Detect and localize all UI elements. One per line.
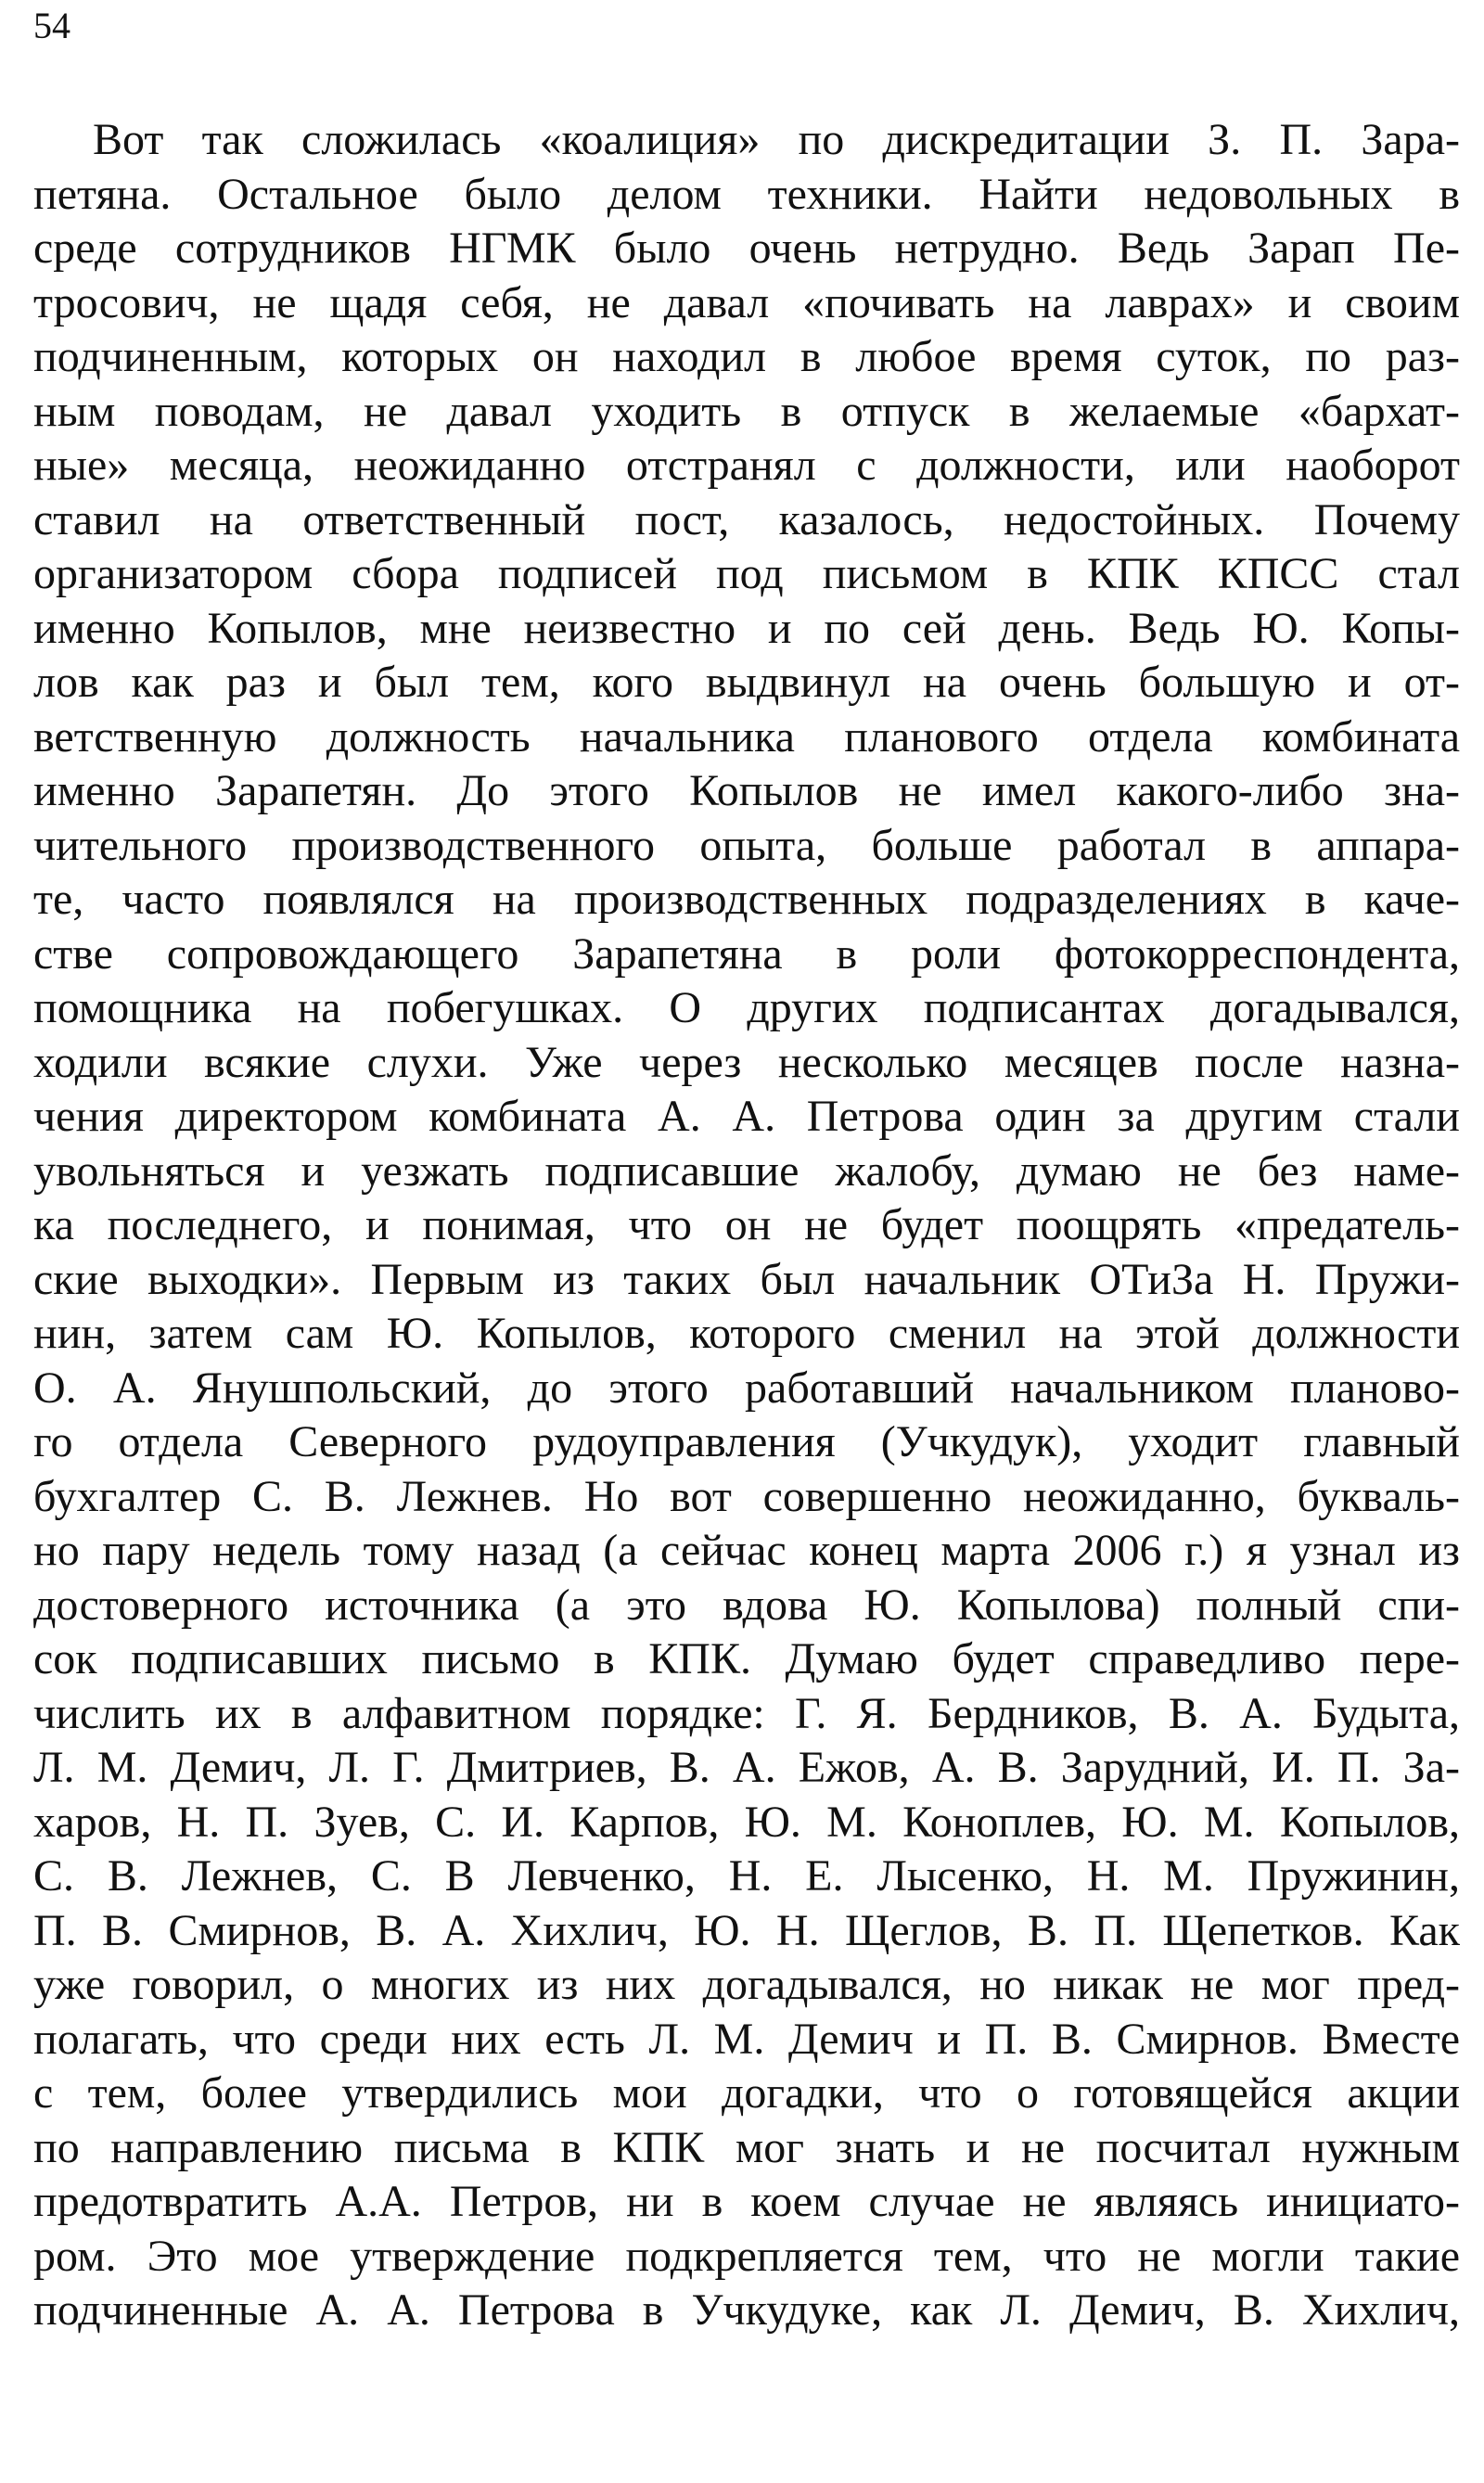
text-line: числить их в алфавитном порядке: Г. Я. Бердников, В. А. Будыта,: [33, 1688, 1460, 1738]
text-line: предотвратить А.А. Петров, ни в коем случае не являясь инициато-: [33, 2177, 1460, 2226]
text-line: О. А. Янушпольский, до этого работавший начальником планово-: [33, 1363, 1460, 1413]
text-line: именно Копылов, мне неизвестно и по сей день. Ведь Ю. Копы-: [33, 603, 1460, 653]
text-line: тросович, не щадя себя, не давал «почивать на лаврах» и своим: [33, 277, 1460, 327]
text-line: ветственную должность начальника планового отдела комбината: [33, 711, 1460, 762]
text-line: ходили всякие слухи. Уже через несколько месяцев после назна-: [33, 1037, 1460, 1087]
text-line: петяна. Остальное было делом техники. Найти недовольных в: [33, 169, 1460, 219]
text-line: именно Зарапетян. До этого Копылов не имел какого-либо зна-: [33, 766, 1460, 815]
text-line: лов как раз и был тем, кого выдвинул на очень большую и от-: [33, 658, 1460, 707]
text-line: Л. М. Демич, Л. Г. Дмитриев, В. А. Ежов, А. В. Зарудний, И. П. За-: [33, 1743, 1460, 1792]
text-line: П. В. Смирнов, В. А. Хихлич, Ю. Н. Щеглов, В. П. Щепетков. Как: [33, 1905, 1460, 1955]
text-line: ным поводам, не давал уходить в отпуск в желаемые «бархат-: [33, 386, 1460, 436]
text-line: чения директором комбината А. А. Петрова один за другим стали: [33, 1092, 1460, 1141]
text-line: нин, затем сам Ю. Копылов, которого сменил на этой должности: [33, 1309, 1460, 1358]
text-line: сок подписавших письмо в КПК. Думаю будет справедливо пере-: [33, 1634, 1460, 1683]
text-line: с тем, более утвердились мои догадки, что о готовящейся акции: [33, 2068, 1460, 2118]
text-line: С. В. Лежнев, С. В Левченко, Н. Е. Лысенко, Н. М. Пружинин,: [33, 1851, 1460, 1901]
text-line: харов, Н. П. Зуев, С. И. Карпов, Ю. М. Коноплев, Ю. М. Копылов,: [33, 1797, 1460, 1847]
text-line: увольняться и уезжать подписавшие жалобу, думаю не без наме-: [33, 1146, 1460, 1196]
text-line: стве сопровождающего Зарапетяна в роли фотокорреспондента,: [33, 928, 1460, 979]
text-line: достоверного источника (а это вдова Ю. Копылова) полный спи-: [33, 1580, 1460, 1630]
text-line: помощника на побегушках. О других подписантах догадывался,: [33, 983, 1460, 1032]
text-line: но пару недель тому назад (а сейчас конец марта 2006 г.) я узнал из: [33, 1526, 1460, 1575]
text-line: организатором сбора подписей под письмом в КПК КПСС стал: [33, 549, 1460, 598]
text-line: ставил на ответственный пост, казалось, недостойных. Почему: [33, 494, 1460, 544]
text-line: по направлению письма в КПК мог знать и не посчитал нужным: [33, 2122, 1460, 2172]
text-line: го отдела Северного рудоуправления (Учкудук), уходит главный: [33, 1417, 1460, 1466]
text-line: ка последнего, и понимая, что он не будет поощрять «предатель-: [33, 1200, 1460, 1249]
text-line: Вот так сложилась «коалиция» по дискредитации З. П. Зара-: [93, 115, 1460, 164]
text-line: среде сотрудников НГМК было очень нетрудно. Ведь Зарап Пе-: [33, 224, 1460, 273]
text-line: подчиненным, которых он находил в любое время суток, по раз-: [33, 332, 1460, 381]
text-line: бухгалтер С. В. Лежнев. Но вот совершенно неожиданно, букваль-: [33, 1471, 1460, 1521]
text-line: уже говорил, о многих из них догадывался, но никак не мог пред-: [33, 1960, 1460, 2009]
text-line: ром. Это мое утверждение подкрепляется тем, что не могли такие: [33, 2231, 1460, 2281]
page-number: 54: [33, 5, 70, 46]
text-line: полагать, что среди них есть Л. М. Демич и П. В. Смирнов. Вместе: [33, 2014, 1460, 2064]
text-line: ные» месяца, неожиданно отстранял с должности, или наоборот: [33, 441, 1460, 490]
text-line: ские выходки». Первым из таких был начальник ОТиЗа Н. Пружи-: [33, 1254, 1460, 1304]
text-line: чительного производственного опыта, больше работал в аппара-: [33, 820, 1460, 870]
body-text: [33, 113, 1460, 2338]
text-line: подчиненные А. А. Петрова в Учкудуке, как Л. Демич, В. Хихлич,: [33, 2285, 1460, 2335]
text-line: те, часто появлялся на производственных подразделениях в каче-: [33, 875, 1460, 924]
